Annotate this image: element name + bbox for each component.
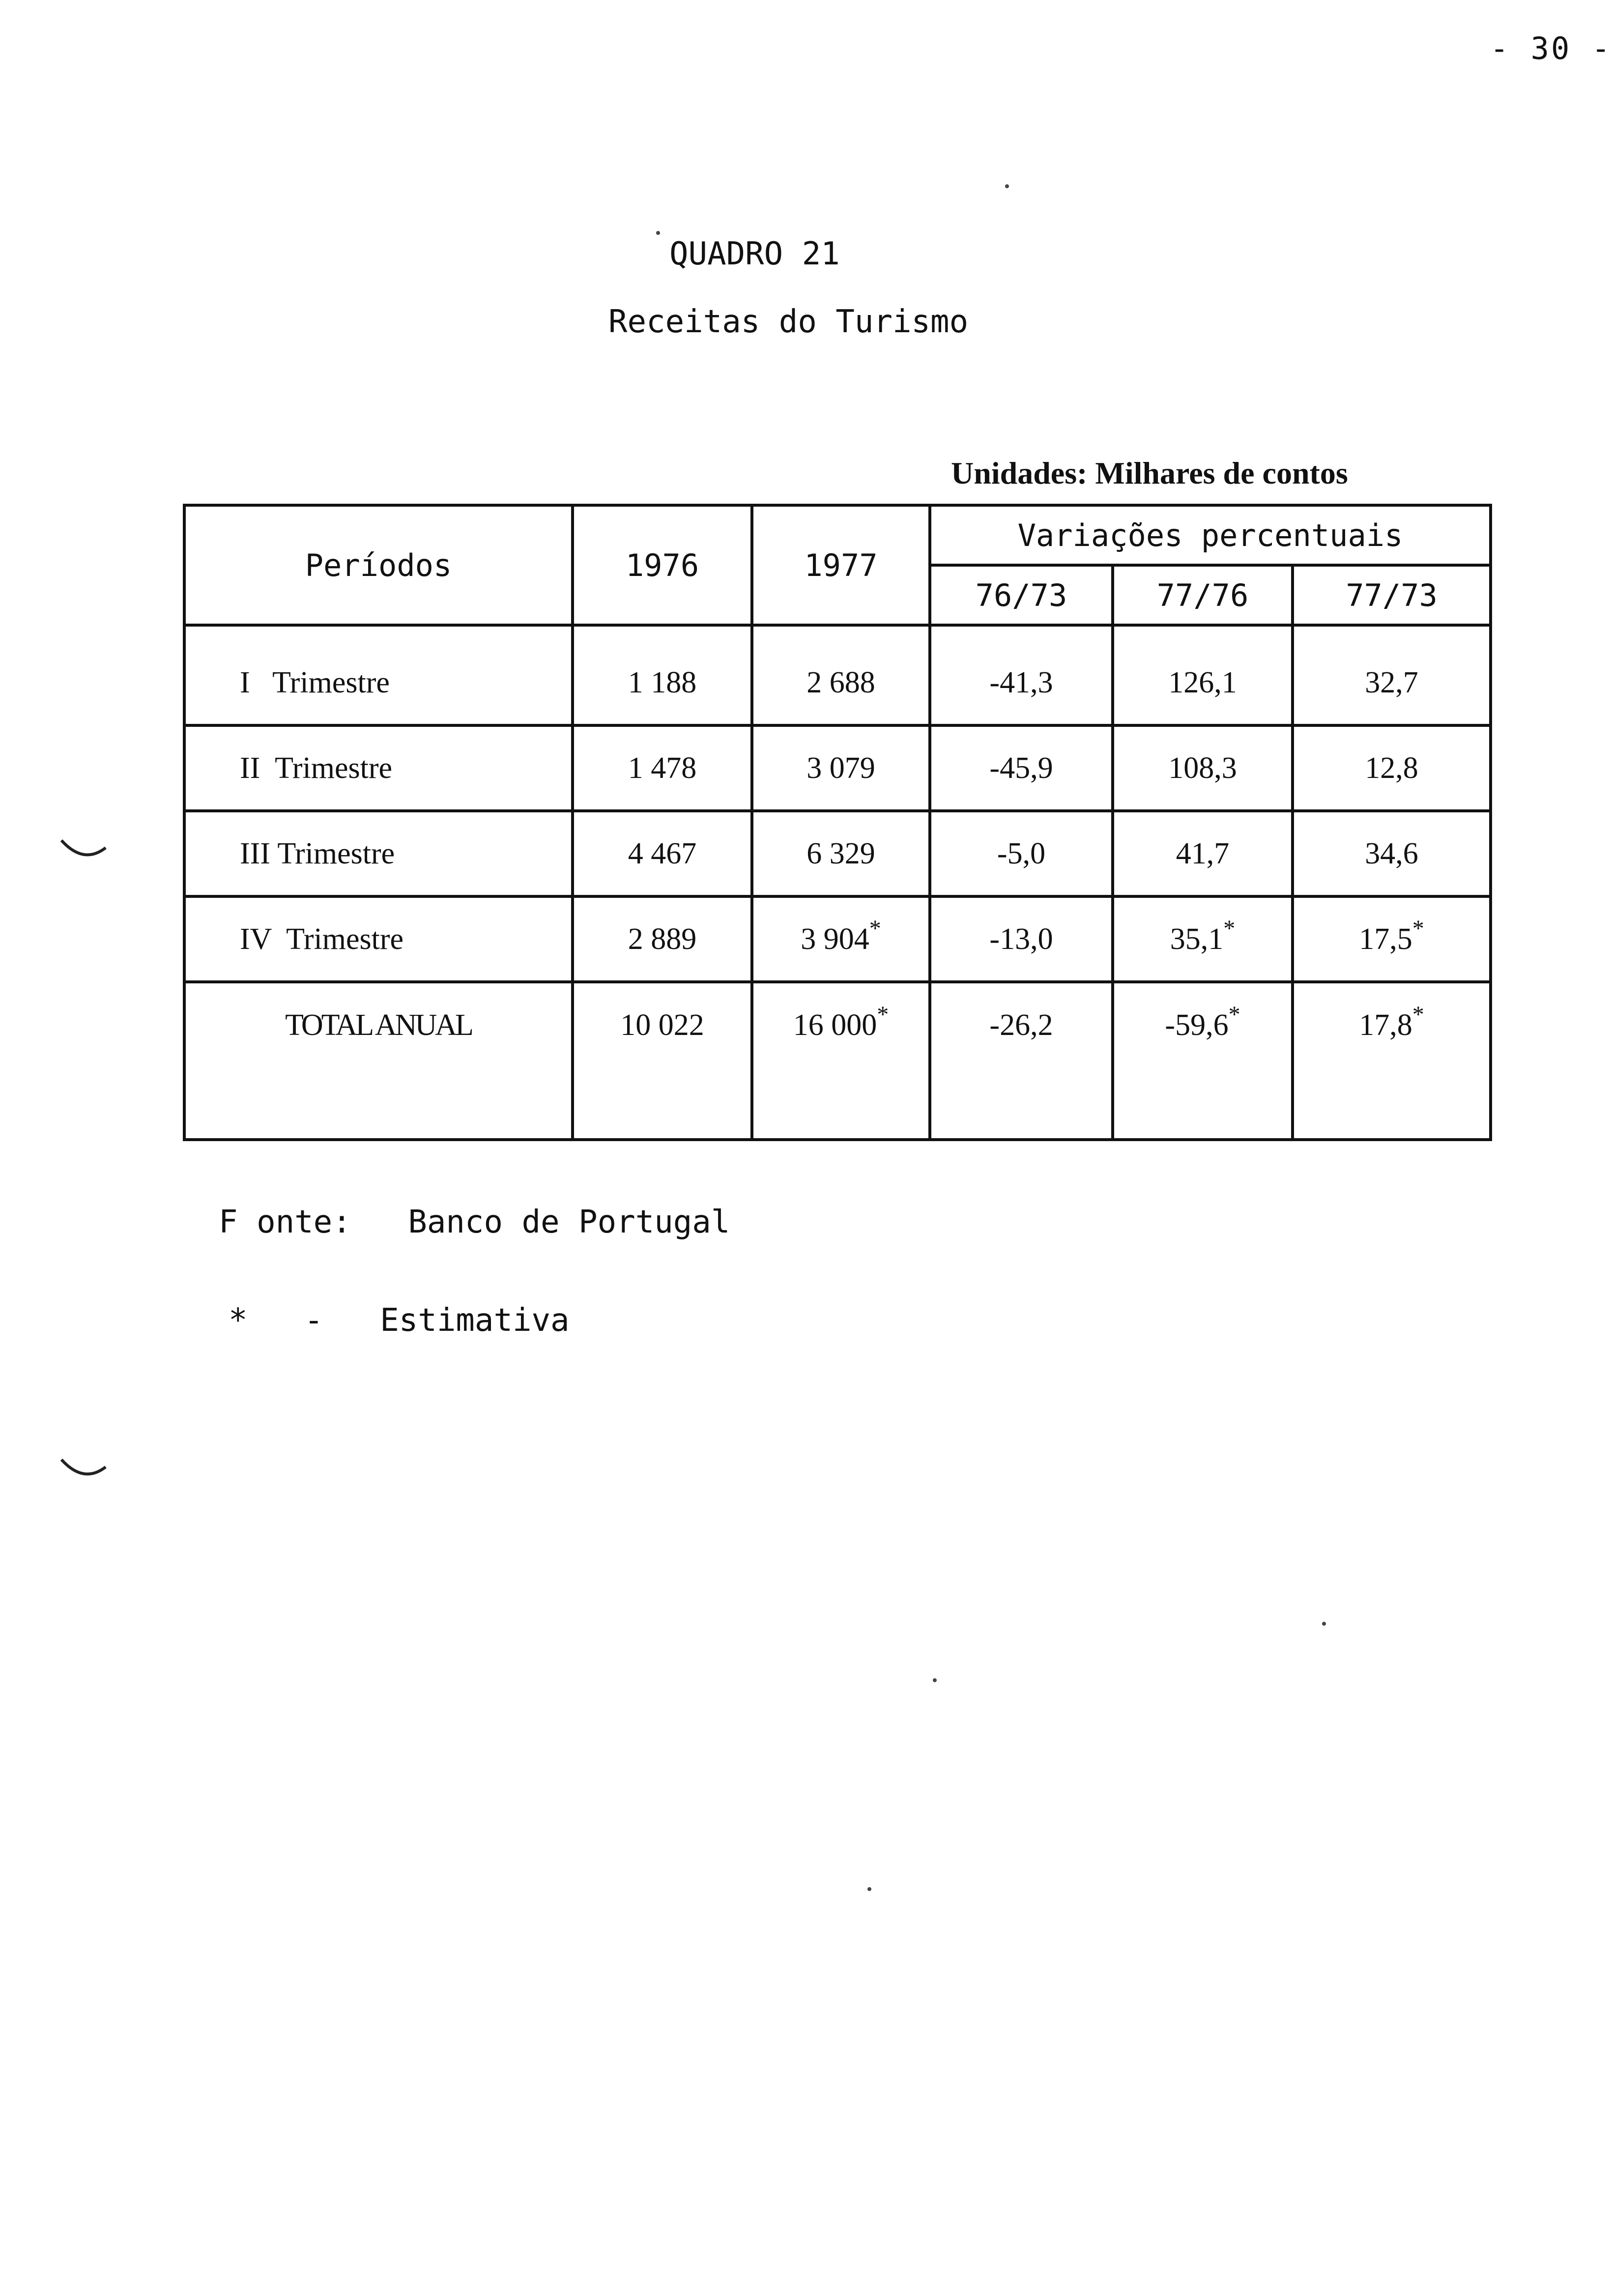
header-77-76: 77/76 <box>1113 565 1293 625</box>
units-note: Unidades: Milhares de contos <box>951 456 1348 490</box>
estimate-star: * <box>1412 1002 1424 1028</box>
value: 17,8 <box>1359 1008 1412 1042</box>
row-76-73: -5,0 <box>930 811 1113 896</box>
row-77-73 <box>1293 982 1491 1140</box>
table-row <box>184 896 1491 982</box>
source-label: F onte: <box>219 1204 351 1240</box>
value: 3 904 <box>801 922 869 956</box>
row-period: TOTAL ANUAL <box>184 982 573 1140</box>
row-period: IV Trimestre <box>184 896 573 982</box>
row-77-73: 12,8 <box>1293 725 1491 811</box>
row-77-76: 108,3 <box>1113 725 1293 811</box>
row-76-73: -41,3 <box>930 625 1113 725</box>
row-77-76 <box>1113 982 1293 1140</box>
row-period: III Trimestre <box>184 811 573 896</box>
source-value: Banco de Portugal <box>408 1204 730 1240</box>
value: 16 000 <box>793 1008 877 1042</box>
speck <box>1322 1622 1326 1626</box>
row-76-73: -13,0 <box>930 896 1113 982</box>
row-77-73: 32,7 <box>1293 625 1491 725</box>
binding-hole-mark <box>59 1455 108 1484</box>
row-77-76 <box>1113 896 1293 982</box>
value: -59,6 <box>1165 1008 1229 1042</box>
header-77-73: 77/73 <box>1293 565 1491 625</box>
row-1977: 6 329 <box>752 811 930 896</box>
table-row <box>184 725 1491 811</box>
page-number: - 30 - <box>1490 30 1612 66</box>
header-1977: 1977 <box>752 505 930 625</box>
table-row <box>184 625 1491 725</box>
table-number: QUADRO 21 <box>669 236 840 272</box>
row-77-73 <box>1293 896 1491 982</box>
row-76-73: -26,2 <box>930 982 1113 1140</box>
row-76-73: -45,9 <box>930 725 1113 811</box>
note-dash: - <box>304 1302 323 1339</box>
row-77-76: 41,7 <box>1113 811 1293 896</box>
value: 17,5 <box>1359 922 1412 956</box>
row-1977 <box>752 896 930 982</box>
header-variations: Variações percentuais <box>930 505 1491 565</box>
row-period: II Trimestre <box>184 725 573 811</box>
note-text: Estimativa <box>380 1302 570 1339</box>
tourism-revenue-table <box>183 504 1492 1141</box>
note-symbol: * <box>229 1302 248 1339</box>
note-line <box>229 1302 570 1339</box>
speck <box>656 231 660 235</box>
value: 35,1 <box>1170 922 1224 956</box>
row-1976: 1 188 <box>573 625 752 725</box>
speck <box>867 1887 871 1891</box>
row-1976: 10 022 <box>573 982 752 1140</box>
row-1976: 4 467 <box>573 811 752 896</box>
row-77-76: 126,1 <box>1113 625 1293 725</box>
row-1977: 2 688 <box>752 625 930 725</box>
table-row <box>184 811 1491 896</box>
speck <box>1005 184 1009 188</box>
speck <box>933 1678 937 1682</box>
binding-hole-mark <box>59 835 108 865</box>
row-1976: 2 889 <box>573 896 752 982</box>
estimate-star: * <box>1412 915 1424 942</box>
estimate-star: * <box>1223 915 1236 942</box>
row-period: I Trimestre <box>184 625 573 725</box>
row-1977: 3 079 <box>752 725 930 811</box>
row-77-73: 34,6 <box>1293 811 1491 896</box>
row-1976: 1 478 <box>573 725 752 811</box>
row-1977 <box>752 982 930 1140</box>
estimate-star: * <box>877 1002 889 1028</box>
header-76-73: 76/73 <box>930 565 1113 625</box>
header-periods: Períodos <box>184 505 573 625</box>
source-line <box>219 1204 730 1240</box>
table-row-total <box>184 982 1491 1140</box>
table-title: Receitas do Turismo <box>608 304 969 340</box>
estimate-star: * <box>869 915 881 942</box>
estimate-star: * <box>1228 1002 1240 1028</box>
header-1976: 1976 <box>573 505 752 625</box>
